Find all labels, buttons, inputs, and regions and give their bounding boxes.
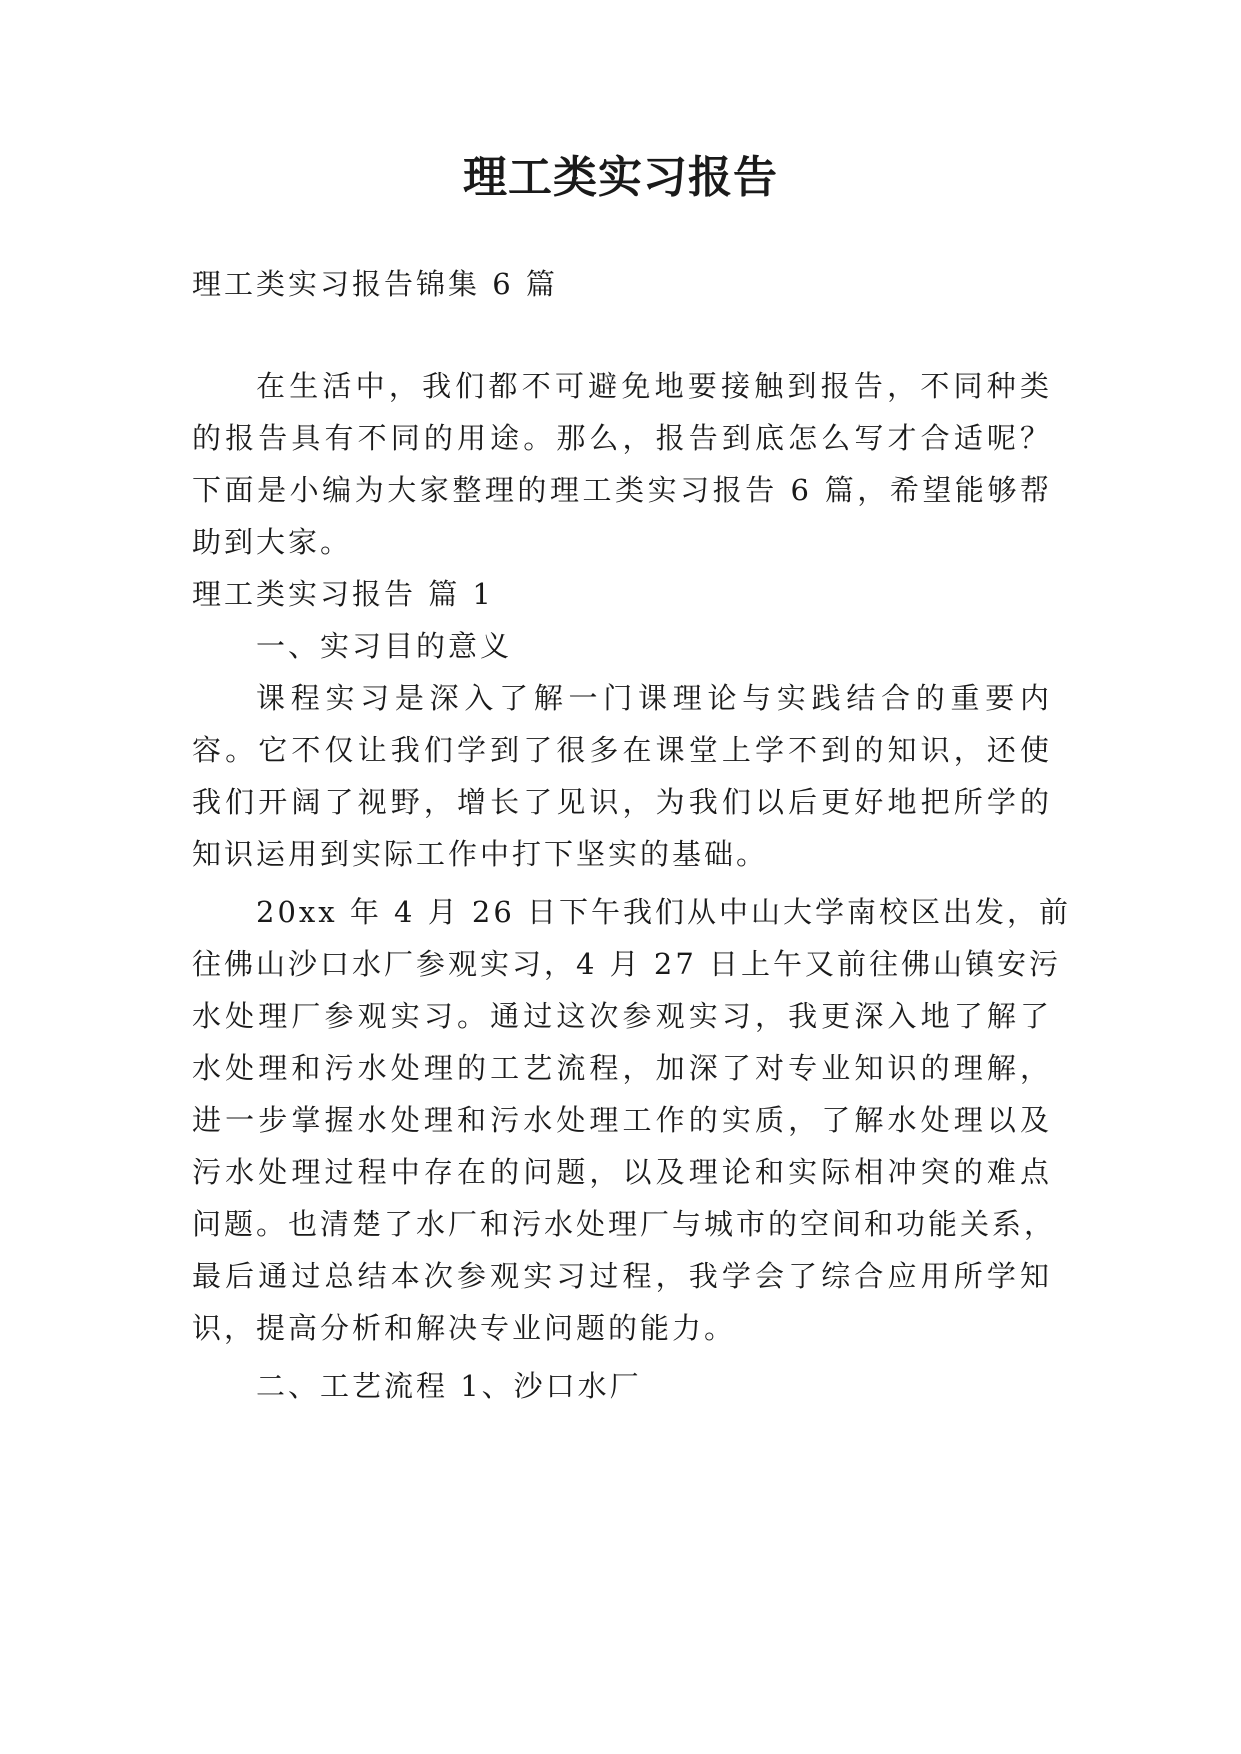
paragraph-line: 往佛山沙口水厂参观实习，4 月 27 日上午又前往佛山镇安污 xyxy=(192,947,1062,981)
intro-line: 下面是小编为大家整理的理工类实习报告 6 篇，希望能够帮 xyxy=(192,473,1052,507)
part2-heading: 二、工艺流程 1、沙口水厂 xyxy=(256,1369,642,1403)
intro-line: 助到大家。 xyxy=(192,525,353,559)
part1-heading: 一、实习目的意义 xyxy=(256,629,513,663)
paragraph-line: 水处理和污水处理的工艺流程，加深了对专业知识的理解， xyxy=(192,1051,1052,1085)
paragraph-line: 容。它不仅让我们学到了很多在课堂上学不到的知识，还使 xyxy=(192,733,1052,767)
paragraph-line: 20xx 年 4 月 26 日下午我们从中山大学南校区出发，前 xyxy=(256,895,1072,929)
document-title: 理工类实习报告 xyxy=(463,152,778,203)
intro-line: 的报告具有不同的用途。那么，报告到底怎么写才合适呢？ xyxy=(192,421,1052,455)
paragraph-line: 进一步掌握水处理和污水处理工作的实质，了解水处理以及 xyxy=(192,1103,1052,1137)
paragraph-line: 最后通过总结本次参观实习过程，我学会了综合应用所学知 xyxy=(192,1259,1052,1293)
intro-line: 在生活中，我们都不可避免地要接触到报告，不同种类 xyxy=(256,369,1052,403)
paragraph-line: 我们开阔了视野，增长了见识，为我们以后更好地把所学的 xyxy=(192,785,1052,819)
paragraph-line: 识，提高分析和解决专业问题的能力。 xyxy=(192,1311,737,1345)
paragraph-line: 课程实习是深入了解一门课理论与实践结合的重要内 xyxy=(256,681,1052,715)
paragraph-line: 水处理厂参观实习。通过这次参观实习，我更深入地了解了 xyxy=(192,999,1052,1033)
section-heading: 理工类实习报告 篇 1 xyxy=(192,577,494,611)
paragraph-line: 污水处理过程中存在的问题，以及理论和实际相冲突的难点 xyxy=(192,1155,1052,1189)
paragraph-line: 知识运用到实际工作中打下坚实的基础。 xyxy=(192,837,769,871)
document-subtitle: 理工类实习报告锦集 6 篇 xyxy=(192,267,558,301)
paragraph-line: 问题。也清楚了水厂和污水处理厂与城市的空间和功能关系， xyxy=(192,1207,1057,1241)
